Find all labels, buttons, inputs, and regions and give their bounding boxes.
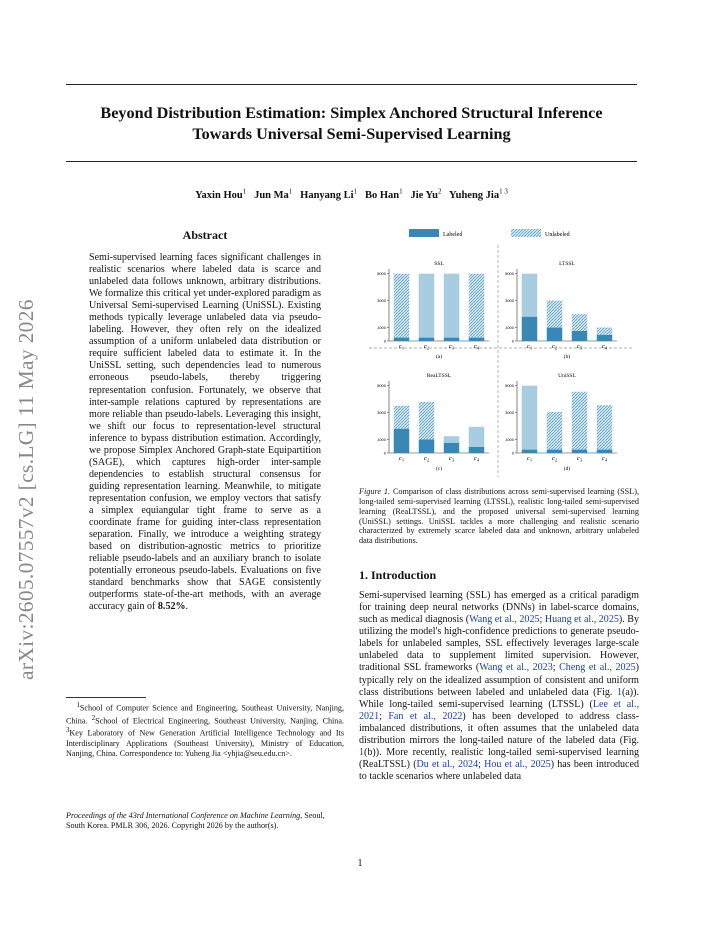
bar-unlabeled	[469, 427, 485, 447]
introduction-body: Semi-supervised learning (SSL) has emerged as a critical paradigm for training deep neural networks (DNNs) in label-scarce domains, such as medical diagnosis (Wang et al., 2025; Huang et al., 2025). By utilizing the model's high-confidence predictions to generate pseudo-labels for unlabeled samples, SSL effectively leverages large-scale unlabeled data to supplement limited supervision. However, traditional SSL frameworks (Wang et al., 2023; Cheng et al., 2025) typically rely on the idealized assumption of consistent and uniform class distributions between labeled and unlabeled data (Fig. 1(a)). While long-tailed semi-supervised learning (LTSSL) (Lee et al., 2021; Fan et al., 2022) has been developed to address class-imbalanced distributions, it often assumes that the unlabeled data distribution mirrors the long-tailed nature of the labeled data (Fig. 1(b)). More recently, realistic long-tailed semi-supervised learning (ReaLTSSL) (Du et al., 2024; Hou et al., 2025) has been introduced to tackle scenarios where unlabeled data	[359, 590, 639, 783]
abstract-heading: Abstract	[182, 228, 228, 242]
bar-unlabeled	[547, 412, 563, 450]
bar-labeled	[469, 447, 485, 453]
citation-link[interactable]: Wang et al., 2025	[469, 614, 540, 626]
y-tick-label: 5000	[505, 383, 514, 389]
bar-labeled	[572, 331, 588, 341]
bar-labeled	[547, 328, 563, 341]
y-tick-label: 5000	[377, 383, 386, 389]
proceedings-note: Proceedings of the 43rd International Conference on Machine Learning, Seoul, South Korea. PMLR 306, 2026. Copyright 2026 by the author(s).	[66, 811, 325, 830]
citation-link[interactable]: Du et al., 2024	[416, 759, 479, 771]
y-tick-label: 0	[383, 338, 386, 344]
x-tick-label: $c_4$	[473, 343, 480, 351]
bar-unlabeled	[547, 301, 563, 328]
figure-ref-link[interactable]: 1	[359, 747, 365, 759]
x-tick-label: $c_2$	[423, 343, 430, 351]
footnote-rule	[66, 697, 146, 698]
y-tick-label: 5000	[505, 271, 514, 277]
title-line-2: Towards Universal Semi-Supervised Learning	[192, 125, 511, 143]
bar-unlabeled	[522, 274, 538, 317]
figure-1	[359, 225, 639, 485]
citation-link[interactable]: Hou et al., 2025	[484, 759, 551, 771]
bar-unlabeled	[522, 386, 538, 450]
bar-labeled	[597, 335, 613, 341]
bar-labeled	[444, 338, 460, 341]
title-line-1: Beyond Distribution Estimation: Simplex Anchored Structural Inference	[100, 104, 603, 122]
bar-unlabeled	[572, 314, 588, 331]
panel-label: (d)	[563, 466, 571, 472]
bar-labeled	[597, 450, 613, 453]
x-tick-label: $c_4$	[601, 343, 608, 351]
bar-labeled	[522, 450, 538, 453]
panel-title: LTSSL	[559, 261, 575, 267]
x-tick-label: $c_3$	[448, 343, 455, 351]
y-tick-label: 3000	[377, 410, 386, 416]
page-number: 1	[357, 858, 363, 869]
y-tick-label: 1000	[377, 437, 386, 443]
chart-panel-realtssl	[377, 373, 489, 472]
x-tick-label: $c_4$	[601, 455, 608, 463]
title-bottom-rule	[66, 161, 637, 162]
top-rule	[66, 84, 637, 85]
citation-link[interactable]: Lee et al., 2021	[359, 698, 639, 722]
bar-labeled	[444, 443, 460, 453]
abstract-body: Semi-supervised learning faces significant challenges in realistic scenarios where labeled data is scarce and unlabeled data follows unknown, arbitrary distributions. We formalize this critical yet under-explored paradigm as Universal Semi-supervised Learning (UniSSL). Existing methods typically leverage unlabeled data via pseudo-labeling. However, they often rely on the idealized assumption of a uniform unlabeled data distribution or require sufficient labeled data to estimate it. In the UniSSL setting, such dependencies lead to numerous erroneous pseudo-labels, thereby triggering representation confusion. Fortunately, we observe that inter-sample relations captured by representations are more reliable than pseudo-labels. Leveraging this insight, we shift our focus to representation-level structural inference to bypass distribution estimation. Accordingly, we propose Simplex Anchored Graph-state Equipartition (SAGE), which captures high-order inter-sample dependencies to establish structural consensus for guiding representation learning. Meanwhile, to mitigate representation confusion, we employ vectors that satisfy a simplex equiangular tight frame to serve as a coordinate frame for guiding inter-class representation separation. Finally, we introduce a weighting strategy based on distribution-agnostic metrics to prioritize reliable pseudo-labels and an auxiliary branch to isolate potentially erroneous pseudo-labels. Evaluations on five standard benchmarks show that SAGE consistently outperforms state-of-the-art methods, with an average accuracy gain of 8.52%.	[89, 252, 321, 613]
legend-unlabeled: Unlabeled	[545, 232, 570, 238]
x-tick-label: $c_2$	[551, 343, 558, 351]
bar-unlabeled	[444, 436, 460, 443]
bar-labeled	[394, 338, 410, 341]
y-tick-label: 3000	[505, 298, 514, 304]
panel-label: (a)	[435, 354, 443, 360]
bar-labeled	[469, 338, 485, 341]
bar-labeled	[419, 338, 435, 341]
panel-title: UniSSL	[558, 373, 576, 379]
author: Hanyang Li$^1$	[300, 187, 358, 201]
bar-unlabeled	[469, 274, 485, 338]
section-heading-introduction: 1. Introduction	[359, 568, 437, 582]
bar-unlabeled	[572, 392, 588, 450]
legend-swatch-labeled	[409, 229, 439, 237]
y-tick-label: 1000	[377, 325, 386, 331]
panel-title: ReaLTSSL	[426, 373, 452, 379]
bar-unlabeled	[444, 274, 460, 338]
bar-labeled	[572, 450, 588, 453]
x-tick-label: $c_1$	[398, 455, 405, 463]
author: Yaxin Hou$^1$	[195, 187, 247, 201]
bar-labeled	[522, 317, 538, 341]
x-tick-label: $c_3$	[448, 455, 455, 463]
figure-ref-link[interactable]: 1	[616, 686, 622, 698]
paper-title	[66, 103, 637, 145]
y-tick-label: 3000	[377, 298, 386, 304]
bar-labeled	[419, 440, 435, 453]
arxiv-stamp: arXiv:2605.07557v2 [cs.LG] 11 May 2026	[14, 299, 38, 680]
bar-unlabeled	[419, 402, 435, 440]
x-tick-label: $c_3$	[576, 343, 583, 351]
author: Bo Han$^1$	[364, 187, 403, 201]
y-tick-label: 5000	[377, 271, 386, 277]
y-tick-label: 0	[383, 450, 386, 456]
chart-panel-ssl	[377, 261, 489, 360]
figure-caption: Figure 1. Comparison of class distributions across semi-supervised learning (SSL), long-tailed semi-supervised learning (LTSSL), realistic long-tailed semi-supervised learning (ReaLTSSL), and the proposed universal semi-supervised learning (UniSSL) settings. UniSSL tackles a more challenging and realistic scenario characterized by extremely scarce labeled data and unknown, arbitrary unlabeled data distributions.	[359, 487, 640, 546]
figure-1-chart	[359, 225, 639, 485]
citation-link[interactable]: Cheng et al., 2025	[559, 662, 636, 674]
bar-unlabeled	[419, 274, 435, 338]
panel-label: (c)	[435, 466, 443, 472]
figure-legend	[409, 229, 570, 238]
affiliation-footnote: $^1$School of Computer Science and Engineering, Southeast University, Nanjing, China. $^2$School of Electrical Engineering, Southeast University, Nanjing, China. $^3$Key Laboratory of New Generation Artificial Intelligence Technology and Its Interdisciplinary Applications (Southeast University), Ministry of Education, Nanjing, China. Correspondence to: Yuheng Jia <yhjia@seu.edu.cn>.	[66, 702, 345, 758]
panel-title: SSL	[434, 261, 444, 267]
citation-link[interactable]: Huang et al., 2025	[544, 614, 619, 626]
bar-unlabeled	[394, 274, 410, 338]
abstract-gain: 8.52%	[157, 601, 186, 613]
y-tick-label: 1000	[505, 437, 514, 443]
author-list	[66, 187, 637, 201]
x-tick-label: $c_1$	[398, 343, 405, 351]
x-tick-label: $c_2$	[423, 455, 430, 463]
bar-labeled	[547, 450, 563, 453]
author: Jun Ma$^1$	[254, 187, 293, 201]
bar-unlabeled	[597, 328, 613, 335]
y-tick-label: 0	[511, 450, 514, 456]
x-tick-label: $c_3$	[576, 455, 583, 463]
bar-unlabeled	[597, 405, 613, 449]
citation-link[interactable]: Wang et al., 2023	[479, 662, 553, 674]
bar-unlabeled	[394, 406, 410, 429]
legend-labeled: Labeled	[443, 232, 463, 238]
chart-panel-unissl	[505, 373, 617, 472]
x-tick-label: $c_1$	[526, 343, 533, 351]
legend-swatch-unlabeled	[511, 229, 541, 237]
y-tick-label: 1000	[505, 325, 514, 331]
bar-labeled	[394, 429, 410, 453]
x-tick-label: $c_2$	[551, 455, 558, 463]
y-tick-label: 0	[511, 338, 514, 344]
author: Yuheng Jia$^{1 3}$	[449, 187, 508, 201]
x-tick-label: $c_4$	[473, 455, 480, 463]
chart-panel-ltssl	[505, 261, 617, 360]
author: Jie Yu$^2$	[410, 187, 442, 201]
x-tick-label: $c_1$	[526, 455, 533, 463]
citation-link[interactable]: Fan et al., 2022	[388, 710, 463, 722]
panel-label: (b)	[563, 354, 571, 360]
y-tick-label: 3000	[505, 410, 514, 416]
